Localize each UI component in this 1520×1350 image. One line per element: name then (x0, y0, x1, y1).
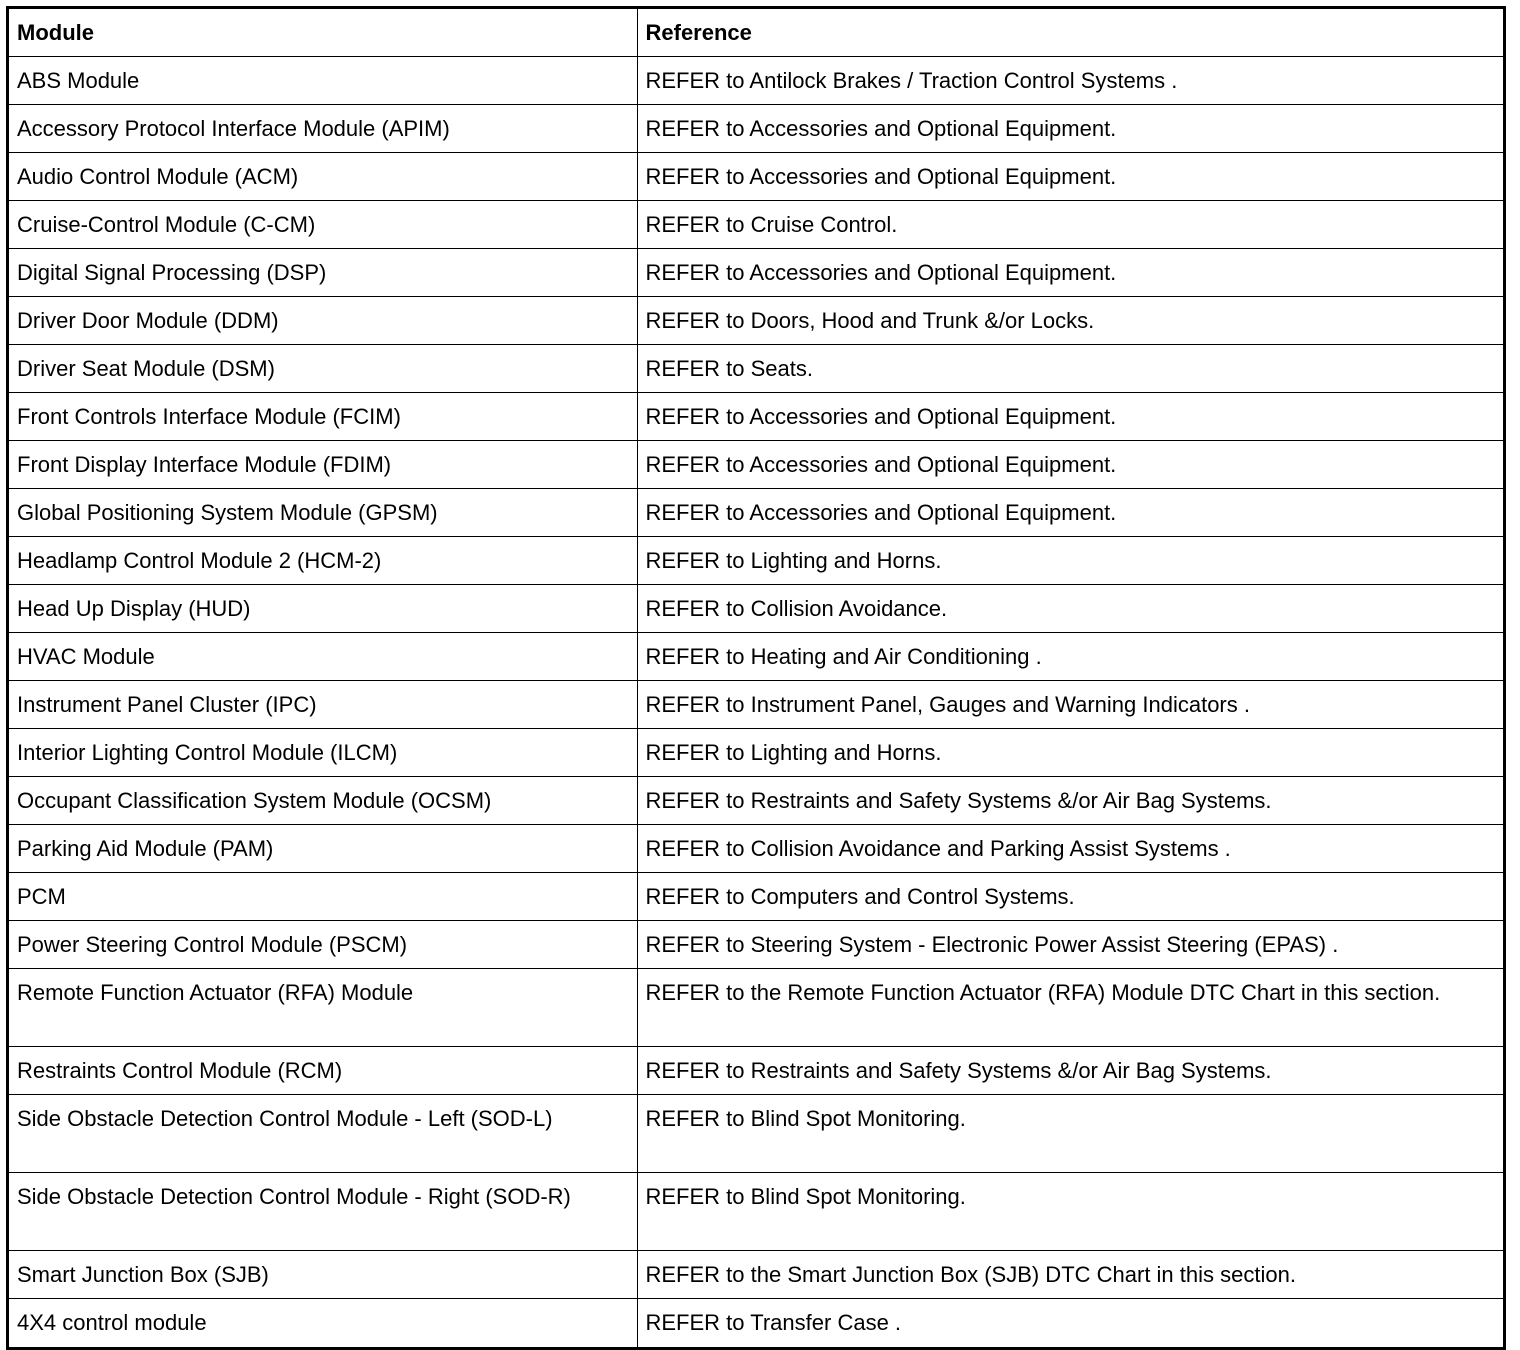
reference-cell: REFER to Transfer Case . (637, 1299, 1503, 1347)
module-cell: Global Positioning System Module (GPSM) (9, 489, 637, 537)
table-row (9, 1173, 1503, 1251)
header-reference: Reference (637, 9, 1503, 57)
table-row (9, 105, 1503, 153)
table-row (9, 873, 1503, 921)
module-cell: Remote Function Actuator (RFA) Module (9, 969, 637, 1047)
table-row (9, 729, 1503, 777)
reference-cell: REFER to Restraints and Safety Systems &/or Air Bag Systems. (637, 1047, 1503, 1095)
module-cell: Audio Control Module (ACM) (9, 153, 637, 201)
reference-cell: REFER to Heating and Air Conditioning . (637, 633, 1503, 681)
module-cell: Head Up Display (HUD) (9, 585, 637, 633)
header-module: Module (9, 9, 637, 57)
module-reference-table (6, 6, 1506, 1350)
reference-cell: REFER to Computers and Control Systems. (637, 873, 1503, 921)
module-cell: Smart Junction Box (SJB) (9, 1251, 637, 1299)
reference-cell: REFER to Antilock Brakes / Traction Control Systems . (637, 57, 1503, 105)
reference-cell: REFER to Accessories and Optional Equipment. (637, 153, 1503, 201)
table-row (9, 1095, 1503, 1173)
reference-cell: REFER to Collision Avoidance and Parking Assist Systems . (637, 825, 1503, 873)
reference-cell: REFER to Accessories and Optional Equipment. (637, 489, 1503, 537)
reference-cell: REFER to Seats. (637, 345, 1503, 393)
reference-cell: REFER to Accessories and Optional Equipment. (637, 393, 1503, 441)
module-cell: Front Controls Interface Module (FCIM) (9, 393, 637, 441)
reference-cell: REFER to Collision Avoidance. (637, 585, 1503, 633)
module-cell: 4X4 control module (9, 1299, 637, 1347)
table-row (9, 825, 1503, 873)
table-row (9, 297, 1503, 345)
table-row (9, 1047, 1503, 1095)
table-row (9, 57, 1503, 105)
reference-cell: REFER to Accessories and Optional Equipment. (637, 105, 1503, 153)
module-cell: Accessory Protocol Interface Module (APIM) (9, 105, 637, 153)
module-cell: Instrument Panel Cluster (IPC) (9, 681, 637, 729)
module-cell: Cruise-Control Module (C-CM) (9, 201, 637, 249)
table-row (9, 969, 1503, 1047)
module-cell: Driver Seat Module (DSM) (9, 345, 637, 393)
reference-cell: REFER to Steering System - Electronic Power Assist Steering (EPAS) . (637, 921, 1503, 969)
module-cell: Headlamp Control Module 2 (HCM-2) (9, 537, 637, 585)
table-row (9, 153, 1503, 201)
table-row (9, 1251, 1503, 1299)
module-cell: Occupant Classification System Module (OCSM) (9, 777, 637, 825)
table-row (9, 345, 1503, 393)
table-row (9, 681, 1503, 729)
header-row (9, 9, 1503, 57)
table-row (9, 1299, 1503, 1347)
table-row (9, 537, 1503, 585)
reference-cell: REFER to the Smart Junction Box (SJB) DTC Chart in this section. (637, 1251, 1503, 1299)
module-cell: Digital Signal Processing (DSP) (9, 249, 637, 297)
module-cell: ABS Module (9, 57, 637, 105)
module-cell: Restraints Control Module (RCM) (9, 1047, 637, 1095)
module-cell: Front Display Interface Module (FDIM) (9, 441, 637, 489)
module-cell: HVAC Module (9, 633, 637, 681)
reference-cell: REFER to Blind Spot Monitoring. (637, 1173, 1503, 1251)
reference-cell: REFER to Accessories and Optional Equipment. (637, 441, 1503, 489)
module-cell: Side Obstacle Detection Control Module - Right (SOD-R) (9, 1173, 637, 1251)
module-cell: Interior Lighting Control Module (ILCM) (9, 729, 637, 777)
reference-cell: REFER to Restraints and Safety Systems &/or Air Bag Systems. (637, 777, 1503, 825)
module-cell: Driver Door Module (DDM) (9, 297, 637, 345)
reference-cell: REFER to Accessories and Optional Equipment. (637, 249, 1503, 297)
reference-cell: REFER to Cruise Control. (637, 201, 1503, 249)
module-cell: PCM (9, 873, 637, 921)
reference-cell: REFER to Instrument Panel, Gauges and Warning Indicators . (637, 681, 1503, 729)
reference-cell: REFER to Blind Spot Monitoring. (637, 1095, 1503, 1173)
reference-cell: REFER to the Remote Function Actuator (RFA) Module DTC Chart in this section. (637, 969, 1503, 1047)
table-row (9, 489, 1503, 537)
table-row (9, 393, 1503, 441)
module-cell: Side Obstacle Detection Control Module - Left (SOD-L) (9, 1095, 637, 1173)
table-row (9, 249, 1503, 297)
reference-cell: REFER to Lighting and Horns. (637, 729, 1503, 777)
table (9, 9, 1503, 1347)
table-row (9, 633, 1503, 681)
table-row (9, 585, 1503, 633)
table-row (9, 201, 1503, 249)
module-cell: Power Steering Control Module (PSCM) (9, 921, 637, 969)
table-row (9, 777, 1503, 825)
module-cell: Parking Aid Module (PAM) (9, 825, 637, 873)
table-row (9, 921, 1503, 969)
table-row (9, 441, 1503, 489)
reference-cell: REFER to Doors, Hood and Trunk &/or Locks. (637, 297, 1503, 345)
reference-cell: REFER to Lighting and Horns. (637, 537, 1503, 585)
